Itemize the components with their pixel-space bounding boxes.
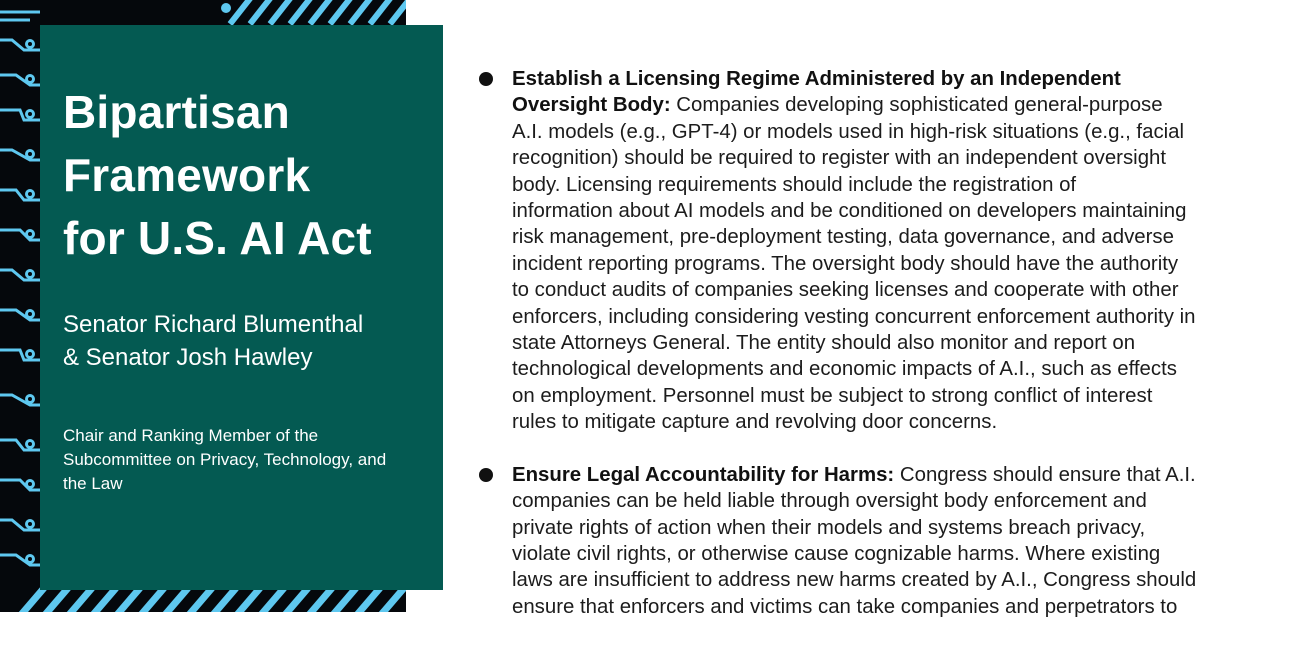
text-line: Ensure Legal Accountability for Harms: Congress should ensure that A.I.	[512, 463, 1196, 486]
cover-authors	[63, 308, 421, 374]
section-heading: Ensure Legal Accountability for Harms:	[512, 463, 895, 486]
section-body	[512, 462, 1266, 620]
text-line: state Attorneys General. The entity should also monitor and report on	[512, 332, 1136, 355]
cover-title-line: Framework	[63, 149, 311, 201]
text-line: laws are insufficient to address new harms created by A.I., Congress should	[512, 569, 1197, 592]
bullet-icon	[479, 72, 493, 86]
framework-text	[476, 66, 1266, 646]
text-line: private rights of action when their models and systems breach privacy,	[512, 516, 1146, 539]
text-line: companies can be held liable through oversight body enforcement and	[512, 490, 1147, 513]
text-line: recognition) should be required to register with an independent oversight	[512, 147, 1167, 170]
section-heading: Oversight Body:	[512, 94, 671, 117]
author-line: & Senator Josh Hawley	[63, 344, 313, 371]
cover-title-line: Bipartisan	[63, 86, 290, 138]
section-heading: Establish a Licensing Regime Administered by an Independent	[512, 68, 1121, 90]
text-line: Oversight Body: Companies developing sophisticated general-purpose	[512, 94, 1163, 117]
text-line: risk management, pre-deployment testing, data governance, and adverse	[512, 226, 1174, 249]
text-line: technological developments and economic impacts of A.I., such as effects	[512, 358, 1177, 381]
text-line: information about AI models and be conditioned on developers maintaining	[512, 200, 1187, 223]
section-licensing	[476, 66, 1266, 436]
text-line	[512, 66, 1266, 92]
text-line: A.I. models (e.g., GPT-4) or models used in high-risk situations (e.g., facial	[512, 120, 1185, 143]
cover-panel	[40, 25, 443, 590]
text-line: ensure that enforcers and victims can take companies and perpetrators to	[512, 595, 1178, 618]
text-line: enforcers, including considering vesting concurrent enforcement authority in	[512, 305, 1196, 328]
section-accountability	[476, 462, 1266, 620]
text-line: incident reporting programs. The oversight body should have the authority	[512, 252, 1179, 275]
section-body	[512, 66, 1266, 436]
cover-title-line: for U.S. AI Act	[63, 212, 372, 264]
text-line: to conduct audits of companies seeking licenses and cooperate with other	[512, 279, 1179, 302]
text-line: rules to mitigate capture and revolving door concerns.	[512, 411, 998, 434]
bullet-icon	[479, 468, 493, 482]
cover-affiliation: Chair and Ranking Member of the Subcommittee on Privacy, Technology, and the Law	[63, 426, 387, 493]
text-line: on employment. Personnel must be subject to strong conflict of interest	[512, 384, 1153, 407]
author-line: Senator Richard Blumenthal	[63, 311, 364, 338]
cover-title	[63, 81, 421, 270]
text-line: violate civil rights, or otherwise cause cognizable harms. Where existing	[512, 542, 1161, 565]
text-line: body. Licensing requirements should include the registration of	[512, 173, 1077, 196]
